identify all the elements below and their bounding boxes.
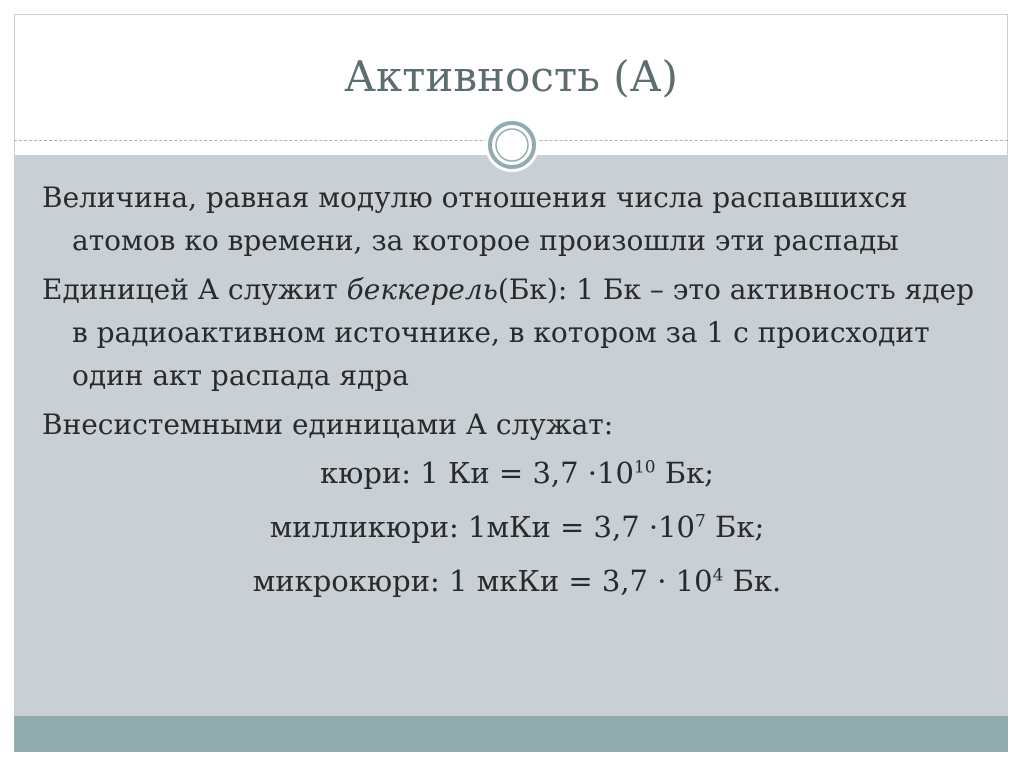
millicurie-base: милликюри: 1мКи = 3,7 ·10 <box>269 510 696 544</box>
definition-paragraph: Величина, равная модулю отношения числа распавшихся атомов ко времени, за которое произошли эти распады <box>42 181 908 257</box>
microcurie-exponent: 4 <box>712 565 724 586</box>
microcurie-line <box>42 560 992 603</box>
slide-body <box>42 176 992 614</box>
becquerel-term: беккерель <box>346 273 498 306</box>
millicurie-line <box>42 506 992 549</box>
microcurie-base: микрокюри: 1 мкКи = 3,7 · 10 <box>252 564 713 598</box>
unit-text-before: Единицей А служит <box>42 273 347 306</box>
footer-bar <box>14 716 1008 752</box>
nonsystem-units-paragraph: Внесистемными единицами А служат: <box>42 408 614 441</box>
curie-base: кюри: 1 Ки = 3,7 ·10 <box>320 456 634 490</box>
curie-exponent: 10 <box>633 457 656 478</box>
unit-text-after: (Бк): 1 Бк – это активность ядер в радиоактивном источнике, в котором за 1 с происходит один акт распада ядра <box>72 273 975 392</box>
circle-ornament-icon <box>484 117 540 173</box>
unit-paragraph <box>42 268 992 397</box>
microcurie-tail: Бк. <box>723 564 782 598</box>
curie-tail: Бк; <box>655 456 714 490</box>
curie-line <box>42 452 992 495</box>
slide-title: Активность (А) <box>344 52 678 101</box>
millicurie-exponent: 7 <box>695 511 706 532</box>
millicurie-tail: Бк; <box>705 510 765 544</box>
